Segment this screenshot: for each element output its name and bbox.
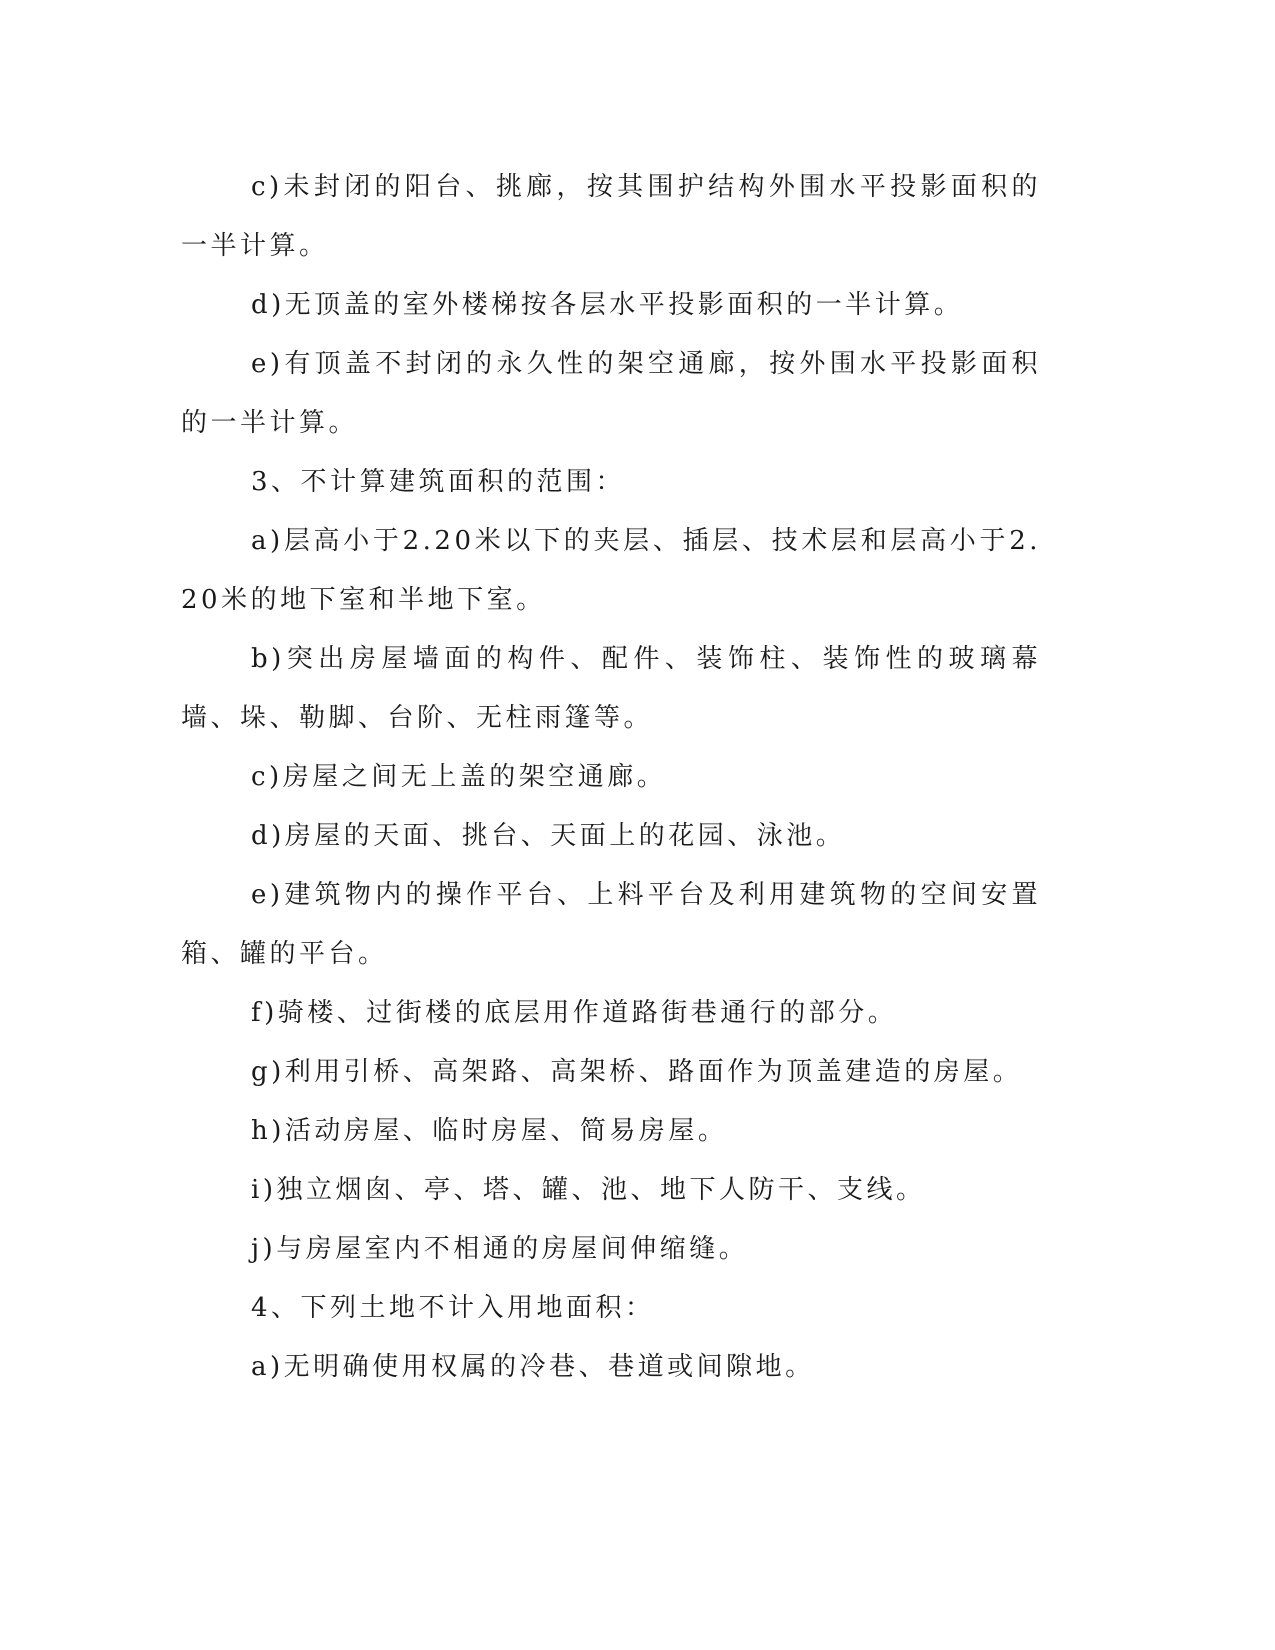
section-heading-excluded-land: 4、下列土地不计入用地面积： [251,1293,655,1323]
paragraph-operation-platform: e)建筑物内的操作平台、上料平台及利用建筑物的空间安置箱、罐的平台。 [181,880,1041,969]
paragraph-temporary-buildings: h)活动房屋、临时房屋、简易房屋。 [251,1116,728,1146]
paragraph-roof-terrace: d)房屋的天面、挑台、天面上的花园、泳池。 [251,821,846,851]
section-heading-excluded-area: 3、不计算建筑面积的范围： [251,467,626,497]
paragraph-balcony-corridor: c)未封闭的阳台、挑廊，按其围护结构外围水平投影面积的一半计算。 [181,172,1041,261]
paragraph-low-mezzanine: a)层高小于2.20米以下的夹层、插层、技术层和层高小于2.20米的地下室和半地下室。 [181,526,1041,615]
paragraph-uncovered-walkway: c)房屋之间无上盖的架空通廊。 [251,762,667,792]
paragraph-outdoor-stairs: d)无顶盖的室外楼梯按各层水平投影面积的一半计算。 [251,290,964,320]
document-body [181,158,1041,1397]
paragraph-alleys: a)无明确使用权属的冷巷、巷道或间隙地。 [251,1352,815,1382]
paragraph-chimney-tower: i)独立烟囱、亭、塔、罐、池、地下人防干、支线。 [251,1175,926,1205]
paragraph-arcade: f)骑楼、过街楼的底层用作道路街巷通行的部分。 [251,998,898,1028]
paragraph-under-bridge-buildings: g)利用引桥、高架路、高架桥、路面作为顶盖建造的房屋。 [251,1057,1023,1087]
paragraph-covered-walkway: e)有顶盖不封闭的永久性的架空通廊，按外围水平投影面积的一半计算。 [181,349,1041,438]
paragraph-protruding-components: b)突出房屋墙面的构件、配件、装饰柱、装饰性的玻璃幕墙、垛、勒脚、台阶、无柱雨篷等。 [181,644,1041,733]
paragraph-expansion-joint: j)与房屋室内不相通的房屋间伸缩缝。 [251,1234,749,1264]
